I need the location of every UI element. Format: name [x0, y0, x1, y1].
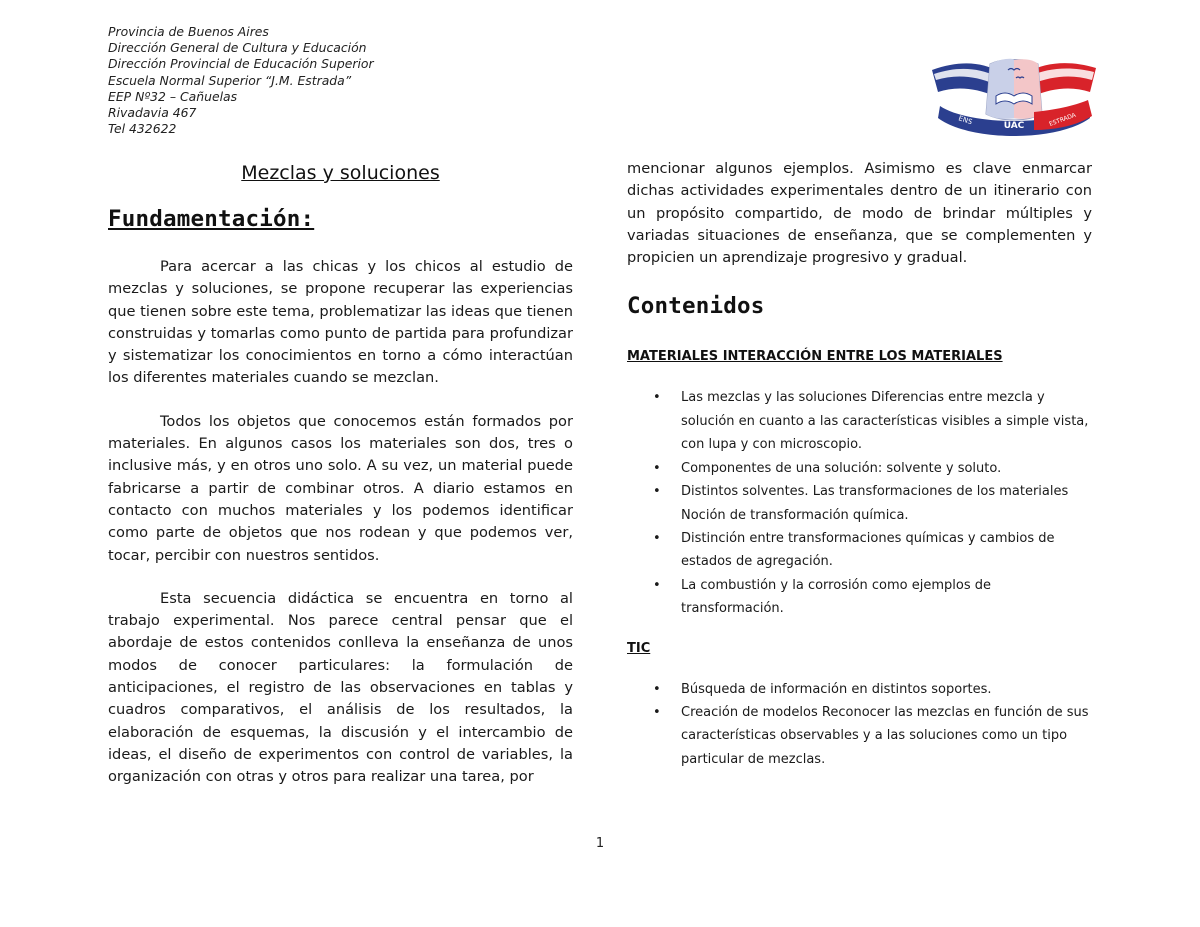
- fundamentacion-paragraph: Todos los objetos que conocemos están formados por materiales. En algunos casos los materiales son dos, tres o inclusive más, y en otros uno solo. A su vez, un material puede fabricarse a partir de combinar otros. A diario estamos en contacto con muchos materiales y los podemos identificar como parte de objetos que nos rodean y que podemos ver, tocar, percibir con nuestros sentidos.: [108, 412, 573, 564]
- tic-subheading: TIC: [627, 640, 651, 656]
- fundamentacion-continuation: mencionar algunos ejemplos. Asimismo es clave enmarcar dichas actividades experimentales dentro de un itinerario con un propósito compartido, de modo de brindar múltiples y variadas situaciones de enseñanza, que se complementen y propicien un aprendizaje progresivo y gradual.: [627, 160, 1092, 267]
- list-item: [653, 527, 1092, 574]
- bullet-icon: •: [653, 390, 661, 406]
- logo-right-text: ESTRADA: [1048, 111, 1077, 128]
- right-column: [627, 158, 1092, 771]
- bullet-icon: •: [653, 577, 661, 593]
- list-item: [653, 701, 1092, 771]
- header-line: Rivadavia 467: [108, 105, 197, 121]
- school-logo: [930, 56, 1098, 142]
- list-item-text: Componentes de una solución: solvente y soluto.: [681, 460, 1002, 476]
- list-item: [653, 574, 1092, 621]
- header-line: Escuela Normal Superior “J.M. Estrada”: [108, 72, 352, 88]
- header-line: Dirección Provincial de Educación Superior: [108, 56, 374, 72]
- bullet-icon: •: [653, 704, 661, 720]
- list-item-text: Distinción entre transformaciones químicas y cambios de estados de agregación.: [681, 530, 1055, 570]
- list-item-text: Distintos solventes. Las transformaciones de los materiales Noción de transformación química.: [681, 484, 1069, 523]
- list-item: [653, 386, 1092, 456]
- list-item: [653, 480, 1092, 527]
- page-number: 1: [595, 836, 605, 851]
- logo-left-text: ENS: [957, 114, 974, 127]
- institution-header: [108, 24, 374, 137]
- tic-list: [627, 678, 1092, 772]
- materiales-subheading: MATERIALES INTERACCIÓN ENTRE LOS MATERIALES: [627, 349, 1003, 365]
- list-item-text: Búsqueda de información en distintos soportes.: [681, 681, 992, 697]
- bullet-icon: •: [653, 681, 661, 697]
- header-line: EEP Nº32 – Cañuelas: [108, 88, 238, 104]
- logo-center-text: UAC: [1003, 121, 1025, 131]
- list-item-text: Creación de modelos Reconocer las mezclas en función de sus características observables y a las soluciones como un tipo particular de mezclas.: [681, 704, 1089, 767]
- bullet-icon: •: [653, 460, 661, 476]
- document-title: Mezclas y soluciones: [241, 162, 440, 184]
- header-line: Tel 432622: [108, 121, 177, 137]
- list-item-text: La combustión y la corrosión como ejemplos de transformación.: [681, 577, 991, 617]
- list-item: [653, 457, 1092, 480]
- fundamentacion-paragraph: Esta secuencia didáctica se encuentra en torno al trabajo experimental. Nos parece central pensar que el abordaje de estos contenidos conlleva la enseñanza de unos modos de conocer particulares: la formulación de anticipaciones, el registro de las observaciones en tablas y cuadros comparativos, el análisis de los resultados, la elaboración de esquemas, la discusión y el intercambio de ideas, el diseño de experimentos con control de variables, la organización con otras y otros para realizar una tarea, por: [108, 589, 573, 786]
- logo-emblem-shade: [986, 59, 1014, 119]
- fundamentacion-heading: Fundamentación:: [108, 206, 315, 232]
- materiales-list: [627, 386, 1092, 620]
- fundamentacion-paragraph: Para acercar a las chicas y los chicos al estudio de mezclas y soluciones, se propone recuperar las experiencias que tienen sobre este tema, problematizar las ideas que tienen construidas y tomarlas como punto de partida para profundizar y sistematizar los conocimientos en torno a cómo interactúan los diferentes materiales cuando se mezclan.: [108, 258, 573, 387]
- list-item-text: Las mezclas y las soluciones Diferencias entre mezcla y solución en cuanto a las características visibles a simple vista, con lupa y con microscopio.: [681, 390, 1089, 453]
- contenidos-heading: Contenidos: [627, 293, 765, 320]
- left-column: [108, 160, 573, 789]
- uac-logo-icon: [930, 56, 1098, 142]
- list-item: [653, 678, 1092, 701]
- header-line: Provincia de Buenos Aires: [108, 24, 269, 39]
- bullet-icon: •: [653, 484, 661, 500]
- bullet-icon: •: [653, 530, 661, 546]
- header-line: Dirección General de Cultura y Educación: [108, 40, 367, 56]
